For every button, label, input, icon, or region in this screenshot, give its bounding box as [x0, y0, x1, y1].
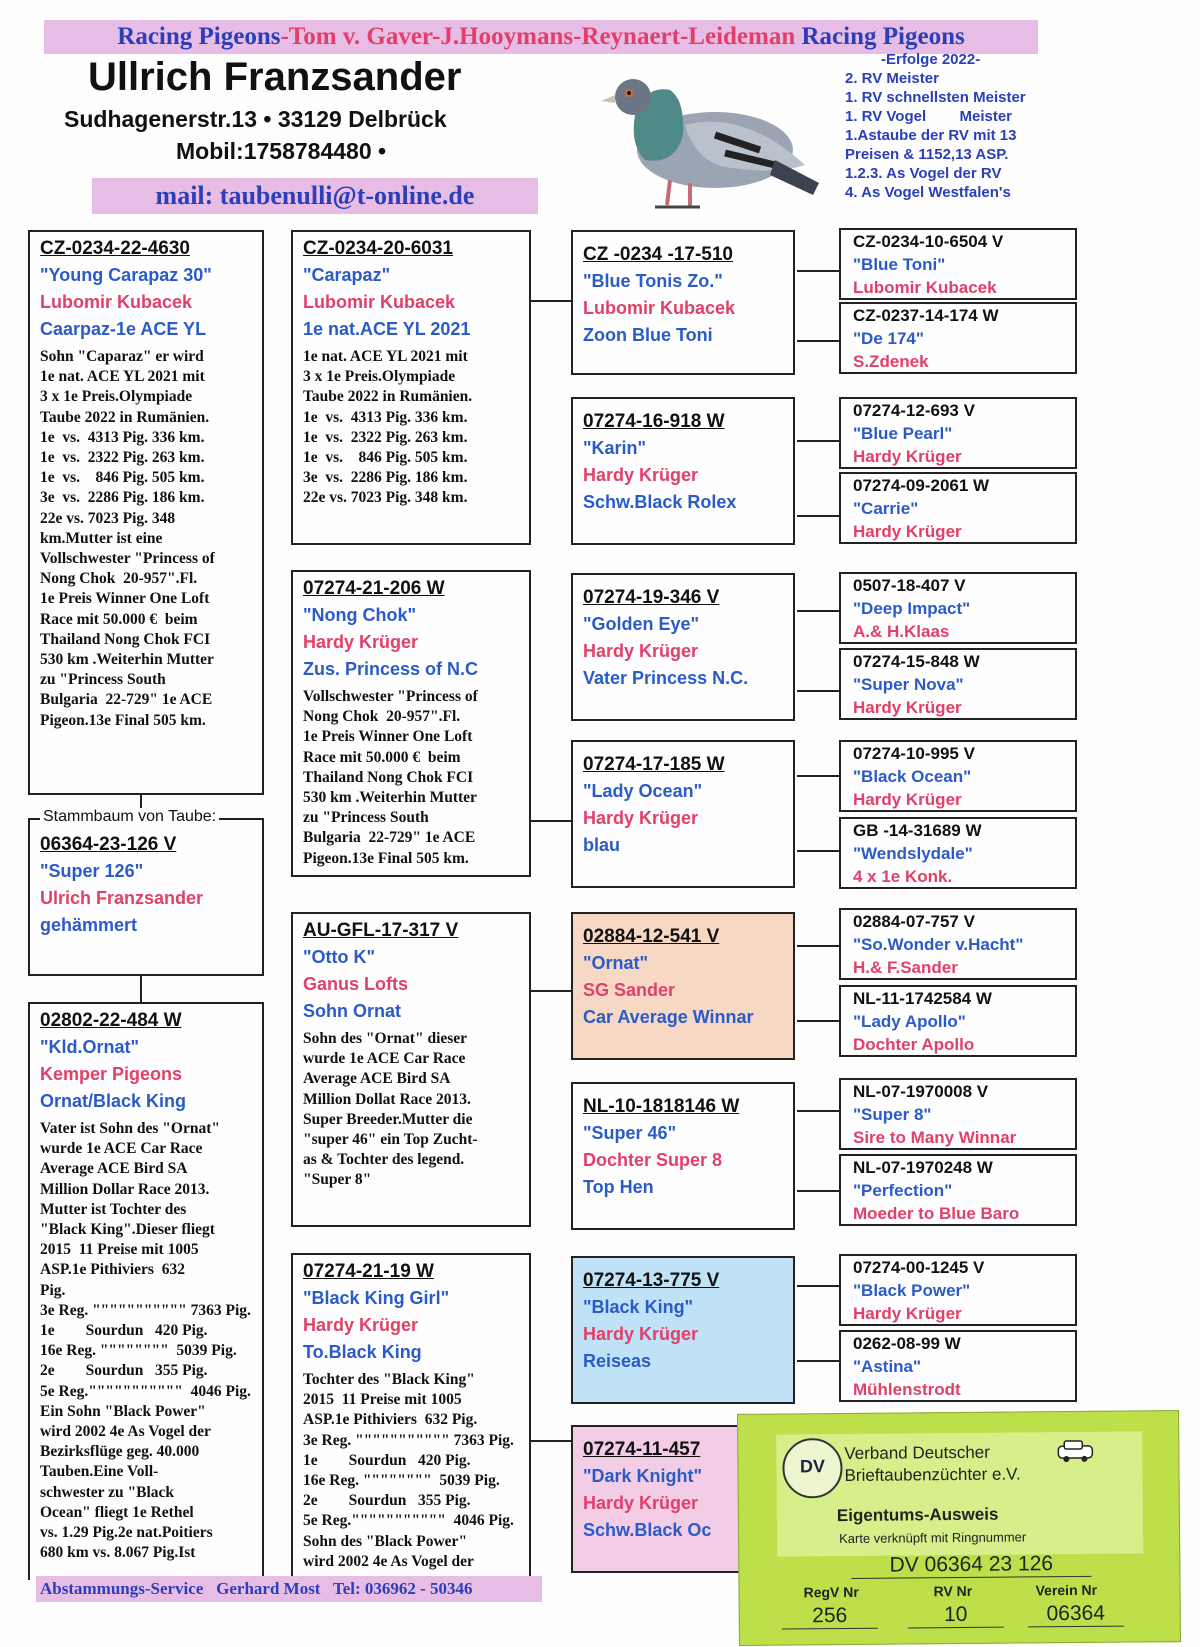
- pigeon-note: Zus. Princess of N.C: [303, 659, 479, 679]
- pigeon-name: "Perfection": [853, 1181, 953, 1200]
- pedigree-box-gen4: [839, 1254, 1077, 1326]
- ring-number: 07274-10-995 V: [853, 744, 975, 763]
- pigeon-owner: Lubomir Kubacek: [40, 292, 193, 312]
- ring-number: 02884-07-757 V: [853, 912, 975, 931]
- pedigree-box-gen2: [291, 570, 531, 877]
- pigeon-name: "Super 46": [583, 1123, 677, 1143]
- pigeon-name: "Lady Apollo": [853, 1012, 966, 1031]
- ring-number: 07274-16-918 W: [583, 411, 725, 432]
- connector-line: [797, 440, 839, 442]
- pigeon-note: Schw.Black Rolex: [583, 492, 737, 512]
- connector-line: [797, 1020, 839, 1022]
- connector-line: [797, 270, 839, 272]
- ring-number: 07274-12-693 V: [853, 401, 975, 420]
- pigeon-note: Caarpaz-1e ACE YL: [40, 319, 207, 339]
- pigeon-note: Reiseas: [583, 1351, 652, 1371]
- ring-number: GB -14-31689 W: [853, 821, 982, 840]
- pigeon-owner: SG Sander: [583, 980, 676, 1000]
- pigeon-owner: Dochter Super 8: [583, 1150, 723, 1170]
- connector-line: [530, 1440, 572, 1442]
- ring-number: 07274-11-457: [583, 1439, 701, 1460]
- pigeon-name: "Karin": [583, 438, 647, 458]
- pigeon-owner: Mühlenstrodt: [853, 1380, 961, 1399]
- ring-number: 07274-19-346 V: [583, 587, 720, 608]
- ring-number: 0262-08-99 W: [853, 1334, 961, 1353]
- ring-number: NL-07-1970008 V: [853, 1082, 989, 1101]
- pigeon-name: "Dark Knight": [583, 1466, 703, 1486]
- ring-number: 07274-15-848 W: [853, 652, 980, 671]
- pigeon-note: Sohn Ornat: [303, 1001, 401, 1021]
- connector-line: [797, 1110, 839, 1112]
- pigeon-name: "So.Wonder v.Hacht": [853, 935, 1024, 954]
- banner-left: Racing Pigeons: [117, 23, 281, 50]
- footer-service: Abstammungs-Service Gerhard Most Tel: 036962 - 50346: [36, 1576, 542, 1602]
- pigeon-note: Vater Princess N.C.: [583, 668, 749, 688]
- ring-number: 07274-17-185 W: [583, 754, 725, 775]
- pigeon-note: Top Hen: [583, 1177, 654, 1197]
- pigeon-name: "Blue Tonis Zo.": [583, 271, 723, 291]
- connector-line: [530, 300, 572, 302]
- pigeon-name: "De 174": [853, 329, 924, 348]
- pigeon-description: 1e nat. ACE YL 2021 mit 3 x 1e Preis.Olympiade Taube 2022 in Rumänien. 1e vs. 4313 Pig. 336 km. 1e vs. 2322 Pig. 263 km. 1e vs. 846 Pig. 505 km. 3e vs. 2286 Pig. 186 km. 22e vs. 7023 Pig. 348 km.: [303, 348, 473, 507]
- dv-logo-icon: [782, 1438, 843, 1499]
- pedigree-box-father: [28, 230, 264, 795]
- connector-line: [530, 820, 572, 822]
- connector-line: [797, 610, 839, 612]
- pedigree-box-gen3: [571, 230, 795, 375]
- pigeon-name: "Super 126": [40, 861, 144, 881]
- card-col3-label: Verein Nr: [1035, 1581, 1098, 1599]
- ring-number: CZ-0234-22-4630: [40, 238, 190, 259]
- pigeon-note: 1e nat.ACE YL 2021: [303, 319, 471, 339]
- pedigree-box-gen4: [839, 985, 1077, 1057]
- pedigree-box-gen4: [839, 1330, 1077, 1402]
- pedigree-box-gen4: [839, 648, 1077, 720]
- erfolge-item: 1. RV schnellsten Meister: [845, 89, 1026, 106]
- pigeon-name: "Black King Girl": [303, 1288, 450, 1308]
- pigeon-name: "Otto K": [303, 947, 376, 967]
- ring-number: 02802-22-484 W: [40, 1010, 182, 1031]
- pigeon-name: "Blue Toni": [853, 255, 946, 274]
- breeder-mobile: Mobil:1758784480 •: [176, 138, 387, 164]
- pigeon-name: "Wendslydale": [853, 844, 973, 863]
- pigeon-owner: Kemper Pigeons: [40, 1064, 183, 1084]
- pigeon-name: "Golden Eye": [583, 614, 700, 634]
- erfolge-item: 1.Astaube der RV mit 13: [845, 127, 1017, 144]
- pigeon-name: "Nong Chok": [303, 605, 417, 625]
- pigeon-note: Car Average Winnar: [583, 1007, 754, 1027]
- pigeon-note: Ornat/Black King: [40, 1091, 187, 1111]
- subject-label-text: Stammbaum von Taube:: [43, 808, 217, 825]
- ring-number: 07274-21-206 W: [303, 578, 445, 599]
- car-emblem-icon: [1056, 1438, 1096, 1464]
- pedigree-box-gen4: [839, 740, 1077, 812]
- breeder-address: Sudhagenerstr.13 • 33129 Delbrück: [64, 106, 447, 132]
- pedigree-box-gen2: [291, 230, 531, 545]
- pigeon-owner: Hardy Krüger: [583, 465, 699, 485]
- ownership-card: [737, 1410, 1181, 1646]
- ring-number: NL-07-1970248 W: [853, 1158, 993, 1177]
- connector-line: [797, 775, 839, 777]
- ring-number: NL-10-1818146 W: [583, 1096, 740, 1117]
- pigeon-owner: Hardy Krüger: [583, 1493, 699, 1513]
- ring-number: CZ-0237-14-174 W: [853, 306, 999, 325]
- ring-number: 07274-21-19 W: [303, 1261, 434, 1282]
- erfolge-item: 1.2.3. As Vogel der RV: [845, 165, 1002, 182]
- pigeon-owner: Hardy Krüger: [303, 1315, 419, 1335]
- pedigree-box-gen3: [571, 397, 795, 545]
- pigeon-owner: A.& H.Klaas: [853, 622, 950, 641]
- ring-number: CZ-0234-10-6504 V: [853, 232, 1004, 251]
- connector-line: [797, 690, 839, 692]
- connector-line: [797, 850, 839, 852]
- dv-logo-text: DV: [799, 1456, 826, 1477]
- pigeon-owner: Lubomir Kubacek: [853, 278, 997, 297]
- breeder-name: Ullrich Franzsander: [88, 55, 462, 99]
- pigeon-note: Schw.Black Oc: [583, 1520, 712, 1540]
- pedigree-box-gen3: [571, 1082, 795, 1230]
- pigeon-name: "Super 8": [853, 1105, 932, 1124]
- pigeon-description: Tochter des "Black King" 2015 11 Preise mit 1005 ASP.1e Pithiviers 632 Pig. 3e Reg. """"""""""" 7363 Pig. 1e Sourdun 420 Pig. 16e Reg. """""""" 5039 Pig. 2e Sourdun 355 Pig. 5e Reg.""""""""""" 4046 Pig. Sohn des "Black Power" wird 2002 4e As Vogel der: [303, 1371, 514, 1570]
- pedigree-box-gen4: [839, 572, 1077, 644]
- pigeon-note: Zoon Blue Toni: [583, 325, 713, 345]
- pigeon-owner: Hardy Krüger: [853, 1304, 962, 1323]
- pigeon-description: Sohn des "Ornat" dieser wurde 1e ACE Car Race Average ACE Bird SA Million Dollat Race 2013. Super Breeder.Mutter die "super 46" ein Top Zucht- as & Tochter des legend. "Super 8": [303, 1030, 478, 1189]
- pigeon-name: "Ornat": [583, 953, 649, 973]
- card-subtitle: Karte verknüpft mit Ringnummer: [839, 1529, 1027, 1547]
- pigeon-name: "Young Carapaz 30": [40, 265, 212, 285]
- erfolge-item: 1. RV Vogel Meister: [845, 108, 1012, 125]
- pigeon-name: "Black King": [583, 1297, 694, 1317]
- pigeon-owner: Lubomir Kubacek: [583, 298, 736, 318]
- pedigree-box-gen2: [291, 912, 531, 1227]
- pigeon-description: Vater ist Sohn des "Ornat" wurde 1e ACE Car Race Average ACE Bird SA Million Dollar Race 2013. Mutter ist Tochter des "Black King".Dieser fliegt 2015 11 Preise mit 1005 ASP.1e Pithiviers 632 Pig. 3e Reg. """"""""""" 7363 Pig. 1e Sourdun 420 Pig. 16e Reg. """""""" 5039 Pig. 2e Sourdun 355 Pig. 5e Reg.""""""""""" 4046 Pig. Ein Sohn "Black Power" wird 2002 4e As Vogel der Bezirksflüge geg. 40.000 Tauben.Eine Voll- schwester zu "Black Ocean" fliegt 1e Rethel vs. 1.29 Pig.2e nat.Poitiers 680 km vs. 8.067 Pig.Ist: [40, 1120, 251, 1562]
- pigeon-color: gehämmert: [40, 915, 138, 935]
- pigeon-owner: Hardy Krüger: [853, 698, 962, 717]
- card-col2-label: RV Nr: [933, 1582, 973, 1600]
- pedigree-box-gen4: [839, 1154, 1077, 1226]
- pigeon-owner: Ulrich Franzsander: [40, 888, 204, 908]
- card-title: Eigentums-Ausweis: [836, 1504, 999, 1526]
- banner-mid: -Tom v. Gaver-J.Hooymans-Reynaert-Leideman: [280, 23, 796, 50]
- pedigree-box-gen3: [571, 740, 795, 888]
- subject-label: [40, 808, 219, 826]
- pedigree-box-mother: [28, 1002, 264, 1580]
- card-col2-value: 10: [908, 1603, 1004, 1629]
- pigeon-name: "Carapaz": [303, 265, 391, 285]
- connector-line: [797, 945, 839, 947]
- pedigree-box-gen4: [839, 908, 1077, 980]
- pigeon-name: "Lady Ocean": [583, 781, 703, 801]
- pedigree-box-gen2: [291, 1253, 531, 1580]
- pigeon-owner: Moeder to Blue Baro: [853, 1204, 1020, 1223]
- pigeon-owner: H.& F.Sander: [853, 958, 958, 977]
- ring-number: CZ-0234-20-6031: [303, 238, 453, 259]
- pigeon-owner: Ganus Lofts: [303, 974, 409, 994]
- card-org-line1: Verband Deutscher: [844, 1442, 990, 1463]
- pigeon-note: To.Black King: [303, 1342, 422, 1362]
- pigeon-name: "Black Power": [853, 1281, 971, 1300]
- pigeon-owner: Hardy Krüger: [583, 808, 699, 828]
- pigeon-owner: Hardy Krüger: [303, 632, 419, 652]
- pedigree-box-gen3-black-king: [571, 1256, 795, 1404]
- ring-number: 02884-12-541 V: [583, 926, 720, 947]
- card-col3-value: 06364: [1028, 1602, 1124, 1628]
- ring-number: 07274-13-775 V: [583, 1270, 720, 1291]
- erfolge-title: -Erfolge 2022-: [881, 51, 981, 68]
- pigeon-owner: Hardy Krüger: [853, 447, 962, 466]
- pedigree-box-gen4: [839, 817, 1077, 889]
- pigeon-owner: Hardy Krüger: [853, 522, 962, 541]
- pedigree-box-subject: [28, 818, 264, 976]
- header-banner: [44, 20, 1038, 54]
- pigeon-owner: 4 x 1e Konk.: [853, 867, 953, 886]
- pedigree-box-gen4: [839, 397, 1077, 469]
- card-col1-value: 256: [782, 1604, 878, 1630]
- erfolge-list: [845, 50, 1055, 202]
- connector-line: [140, 975, 142, 1002]
- pedigree-box-gen3: [571, 573, 795, 721]
- pigeon-illustration: [575, 55, 820, 220]
- pedigree-box-gen4: [839, 228, 1077, 300]
- pigeon-owner: Lubomir Kubacek: [303, 292, 456, 312]
- ring-number: 06364-23-126 V: [40, 834, 177, 855]
- breeder-mail: mail: taubenulli@t-online.de: [92, 178, 538, 214]
- ring-number: 07274-09-2061 W: [853, 476, 990, 495]
- pigeon-owner: Sire to Many Winnar: [853, 1128, 1017, 1147]
- pigeon-name: "Black Ocean": [853, 767, 972, 786]
- pedigree-box-gen4: [839, 302, 1077, 374]
- pigeon-owner: Hardy Krüger: [583, 1324, 699, 1344]
- ring-number: NL-11-1742584 W: [853, 989, 992, 1008]
- connector-line: [797, 340, 839, 342]
- ring-number: CZ -0234 -17-510: [583, 244, 733, 265]
- ring-number: 07274-00-1245 V: [853, 1258, 985, 1277]
- card-org-line2: Brieftaubenzüchter e.V.: [844, 1464, 1021, 1485]
- pigeon-owner: Hardy Krüger: [583, 641, 699, 661]
- pigeon-description: Vollschwester "Princess of Nong Chok 20-957".Fl. 1e Preis Winner One Loft Race mit 50.000 € beim Thailand Nong Chok FCI 530 km .Weiterhin Mutter zu "Princess South Bulgaria 22-729" 1e ACE Pigeon.13e Final 505 km.: [303, 688, 478, 867]
- pigeon-name: "Astina": [853, 1357, 922, 1376]
- card-col1-label: RegV Nr: [803, 1583, 859, 1601]
- pigeon-name: "Kld.Ornat": [40, 1037, 140, 1057]
- card-ring-number: DV 06364 23 126: [851, 1552, 1091, 1579]
- pigeon-owner: Hardy Krüger: [853, 790, 962, 809]
- pedigree-box-gen4: [839, 472, 1077, 544]
- erfolge-item: 2. RV Meister: [845, 70, 939, 87]
- pigeon-owner: S.Zdenek: [853, 352, 929, 371]
- pigeon-description: Sohn "Caparaz" er wird 1e nat. ACE YL 2021 mit 3 x 1e Preis.Olympiade Taube 2022 in Rumänien. 1e vs. 4313 Pig. 336 km. 1e vs. 2322 Pig. 263 km. 1e vs. 846 Pig. 505 km. 3e vs. 2286 Pig. 186 km. 22e vs. 7023 Pig. 348 km.Mutter ist eine Vollschwester "Princess of Nong Chok 20-957".Fl. 1e Preis Winner One Loft Race mit 50.000 € beim Thailand Nong Chok FCI 530 km .Weiterhin Mutter zu "Princess South Bulgaria 22-729" 1e ACE Pigeon.13e Final 505 km.: [40, 348, 215, 729]
- pedigree-box-gen3-ornat: [571, 912, 795, 1060]
- connector-line: [797, 1285, 839, 1287]
- pigeon-name: "Blue Pearl": [853, 424, 953, 443]
- pigeon-note: blau: [583, 835, 621, 855]
- connector-line: [797, 515, 839, 517]
- pigeon-owner: Dochter Apollo: [853, 1035, 975, 1054]
- banner-right: Racing Pigeons: [801, 23, 965, 50]
- connector-line: [797, 1190, 839, 1192]
- ring-number: 0507-18-407 V: [853, 576, 966, 595]
- pigeon-name: "Super Nova": [853, 675, 964, 694]
- erfolge-item: 4. As Vogel Westfalen's: [845, 184, 1011, 201]
- pedigree-box-gen4: [839, 1078, 1077, 1150]
- pigeon-name: "Carrie": [853, 499, 919, 518]
- connector-line: [530, 990, 572, 992]
- connector-line: [797, 1360, 839, 1362]
- erfolge-item: Preisen & 1152,13 ASP.: [845, 146, 1009, 163]
- ring-number: AU-GFL-17-317 V: [303, 920, 459, 941]
- pigeon-name: "Deep Impact": [853, 599, 971, 618]
